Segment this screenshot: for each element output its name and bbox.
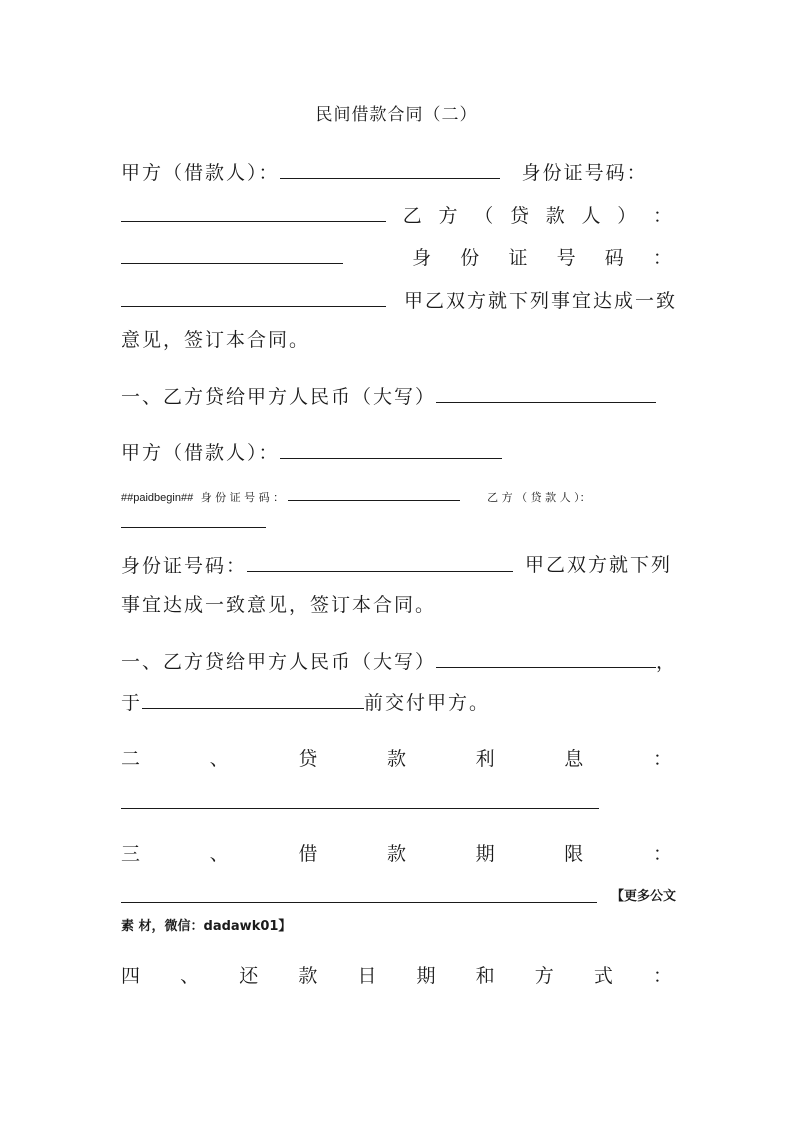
comma: ， (656, 651, 678, 673)
item1-date-prefix: 于 (121, 692, 143, 714)
amount-blank (436, 384, 656, 403)
text-char: 和 (475, 965, 495, 987)
text-char: ： (652, 965, 672, 987)
paid-id-label: 身 份 证 号 码 ： (200, 491, 285, 504)
text-char: ） (617, 205, 637, 227)
paid-marker: ##paidbegin## (121, 492, 194, 504)
party-b-line (121, 203, 672, 228)
text-char: ： (652, 205, 672, 227)
text-char: （ (474, 205, 494, 227)
text-char: 借 (298, 843, 318, 865)
id-blank (247, 553, 513, 572)
item1-label: 一、乙方贷给甲方人民币（大写） (121, 651, 437, 673)
item1-short-label: 一、乙方贷给甲方人民币（大写） (121, 386, 437, 408)
text-char: 、 (180, 965, 200, 987)
text-char: 贷 (509, 205, 529, 227)
text-char: 限 (564, 843, 584, 865)
party-a-id-label: 身份证号码： (521, 162, 648, 184)
item2-heading (121, 747, 672, 771)
party-a-blank-2 (280, 440, 502, 459)
item4-heading (121, 964, 672, 988)
para2-line2: 事宜达成一致意见，签订本合同。 (121, 594, 437, 616)
text-char: 利 (475, 748, 495, 770)
text-char: 期 (475, 843, 495, 865)
text-char: 三 (121, 843, 141, 865)
text-char: 号 (556, 247, 576, 269)
text-char: 方 (438, 205, 458, 227)
paid-party-b-blank (121, 513, 266, 528)
party-a-label-2: 甲方（借款人）： (121, 442, 280, 464)
party-b-id-blank (121, 288, 386, 307)
term-blank (121, 884, 597, 903)
agreement-text: 甲乙双方就下列 (524, 554, 672, 576)
party-a-label: 甲方（借款人）： (121, 162, 280, 184)
text-char: ： (652, 247, 672, 269)
id-label: 身份证号码： (121, 555, 248, 577)
text-char: 身 (412, 247, 432, 269)
party-a-blank (280, 160, 500, 179)
item1-date-blank (142, 690, 364, 709)
party-b-id-line (121, 245, 672, 270)
text-char: 人 (581, 205, 601, 227)
text-char: 款 (545, 205, 565, 227)
text-char: ： (652, 748, 672, 770)
promo-note-line2: 素 材，微信：dadawk01】 (121, 919, 292, 934)
paid-id-blank (288, 489, 460, 501)
text-char: 式 (593, 965, 613, 987)
item2-blank-line (121, 790, 672, 815)
text-char: 四 (121, 965, 141, 987)
text-char: 份 (460, 247, 480, 269)
document-title: 民间借款合同（二） (315, 105, 478, 125)
item3-blank-line (121, 884, 676, 909)
paid-party-b-blank-line (121, 510, 672, 534)
agreement-line (121, 288, 678, 313)
party-a-line (121, 160, 672, 185)
para2-line1 (121, 553, 672, 578)
text-char: 、 (209, 748, 229, 770)
text-char: 款 (386, 843, 406, 865)
text-char: 款 (386, 748, 406, 770)
text-char: 码 (604, 247, 624, 269)
interest-blank (121, 790, 599, 809)
party-b-blank (121, 245, 343, 264)
text-char: 日 (357, 965, 377, 987)
text-char: 证 (508, 247, 528, 269)
text-char: 乙 (402, 205, 422, 227)
text-char: 二 (121, 748, 141, 770)
text-char: 、 (209, 843, 229, 865)
party-a-id-blank (121, 203, 386, 222)
promo-note: 【更多公文 (610, 889, 676, 904)
text-char: 期 (416, 965, 436, 987)
text-char: 方 (534, 965, 554, 987)
paid-marker-line (121, 489, 672, 505)
item1-short-line (121, 384, 672, 409)
paid-party-b-label: 乙 方 （ 贷 款 人 ）： (487, 491, 591, 504)
text-char: ： (652, 843, 672, 865)
agreement-text: 甲乙双方就下列事宜达成一致 (404, 290, 678, 312)
agreement-line-end: 意见，签订本合同。 (121, 329, 311, 351)
item1-date-suffix: 前交付甲方。 (364, 692, 491, 714)
item1-line1 (121, 649, 678, 674)
text-char: 贷 (298, 748, 318, 770)
text-char: 息 (564, 748, 584, 770)
item3-heading (121, 842, 672, 866)
item1-amount-blank (436, 649, 656, 668)
text-char: 款 (298, 965, 318, 987)
text-char: 还 (239, 965, 259, 987)
party-a-line-2 (121, 440, 672, 465)
item1-line2 (121, 690, 672, 715)
